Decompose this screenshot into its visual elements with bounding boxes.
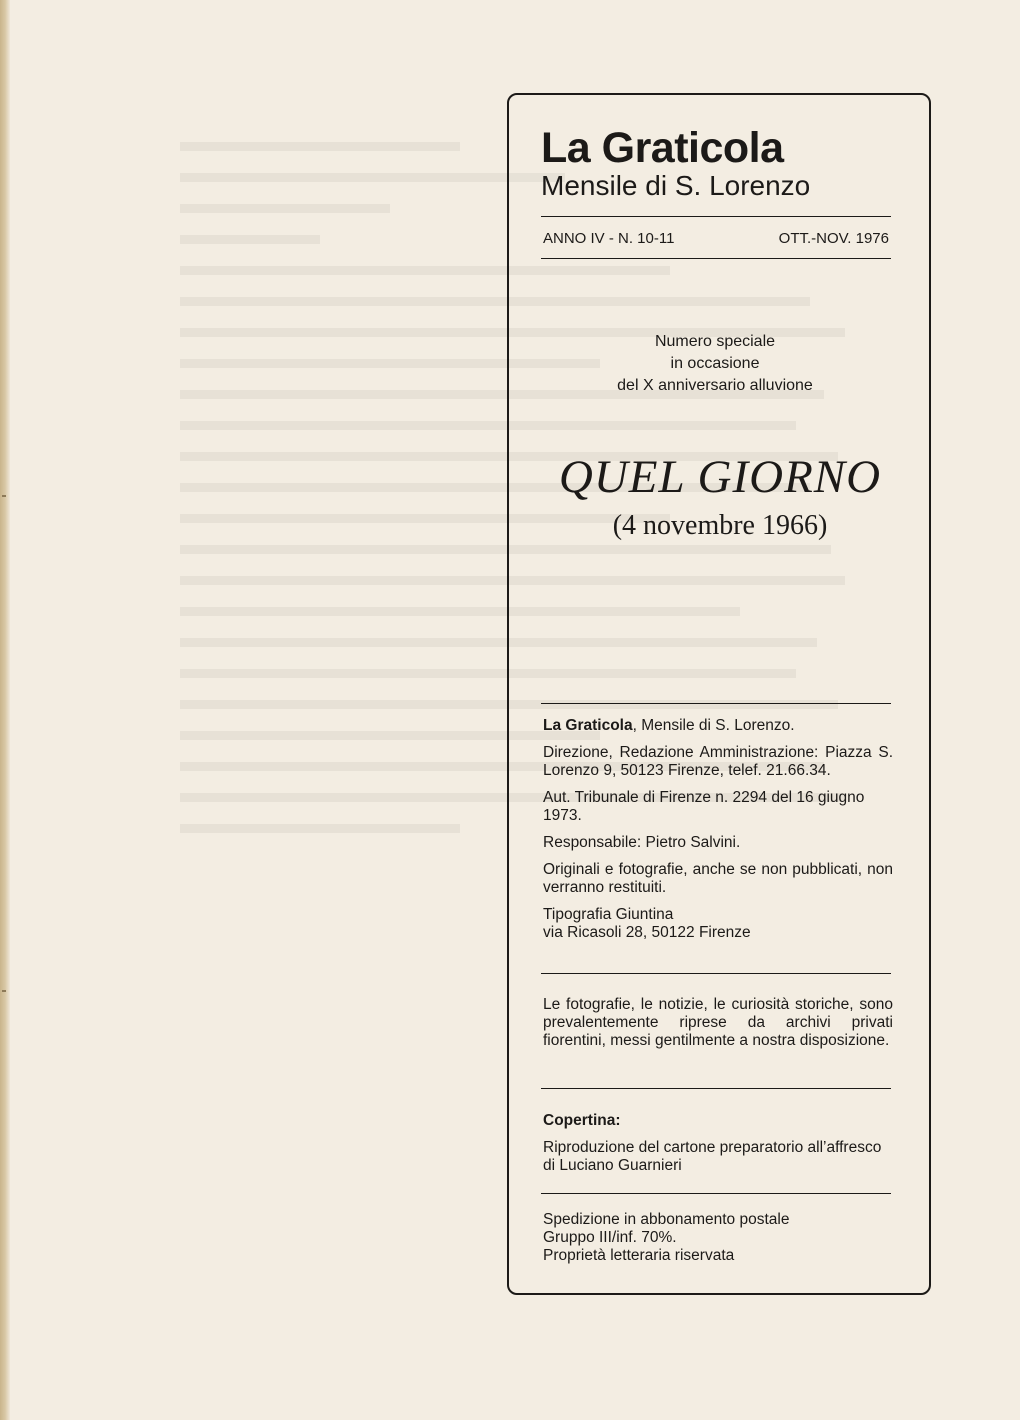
colophon-direction: Direzione, Redazione Amministrazione: Piazza S. Lorenzo 9, 50123 Firenze, telef. 21.66.34. (543, 744, 893, 779)
special-line: in occasione (670, 355, 760, 372)
feature-title: QUEL GIORNO (558, 451, 882, 503)
colophon-name-rest: , Mensile di S. Lorenzo. (632, 717, 795, 734)
sources-note: Le fotografie, le notizie, le curiosità storiche, sono prevalentemente riprese da archivi privati fiorentini, messi gentilmente a nostra disposizione. (543, 996, 893, 1049)
special-line: del X anniversario alluvione (617, 377, 813, 394)
special-line: Numero speciale (654, 333, 776, 350)
masthead-subtitle: Mensile di S. Lorenzo (541, 170, 811, 201)
divider (541, 1193, 891, 1194)
cover-text: Riproduzione del cartone preparatorio all’affresco di Luciano Guarnieri (543, 1139, 882, 1174)
masthead-title: La Graticola (541, 124, 784, 172)
postal-line: Spedizione in abbonamento postale (543, 1211, 790, 1228)
cover-credit (543, 1112, 893, 1184)
binding-spine (0, 0, 10, 1420)
issue-date: OTT.-NOV. 1976 (778, 230, 889, 247)
divider (541, 703, 891, 704)
divider (541, 258, 891, 259)
postal-line: Gruppo III/inf. 70%. (543, 1229, 677, 1246)
issue-row (543, 230, 889, 247)
divider (541, 216, 891, 217)
printer-name: Tipografia Giuntina (543, 906, 674, 923)
printer-address: via Ricasoli 28, 50122 Firenze (543, 924, 751, 941)
issue-number: ANNO IV - N. 10-11 (543, 230, 675, 247)
feature-date: (4 novembre 1966) (612, 510, 828, 541)
special-issue-note (560, 331, 870, 397)
colophon (543, 717, 893, 942)
staple (2, 990, 6, 992)
staple (2, 495, 6, 497)
divider (541, 1088, 891, 1089)
divider (541, 973, 891, 974)
colophon-printer (543, 906, 893, 942)
postal-line: Proprietà letteraria riservata (543, 1247, 735, 1264)
postal-info (543, 1211, 893, 1265)
colophon-name: La Graticola (543, 717, 633, 734)
cover-heading: Copertina: (543, 1112, 621, 1129)
colophon-authorization: Aut. Tribunale di Firenze n. 2294 del 16 giugno 1973. (543, 789, 865, 824)
colophon-responsible: Responsabile: Pietro Salvini. (543, 834, 741, 851)
colophon-originals: Originali e fotografie, anche se non pubblicati, non verranno restituiti. (543, 861, 893, 896)
